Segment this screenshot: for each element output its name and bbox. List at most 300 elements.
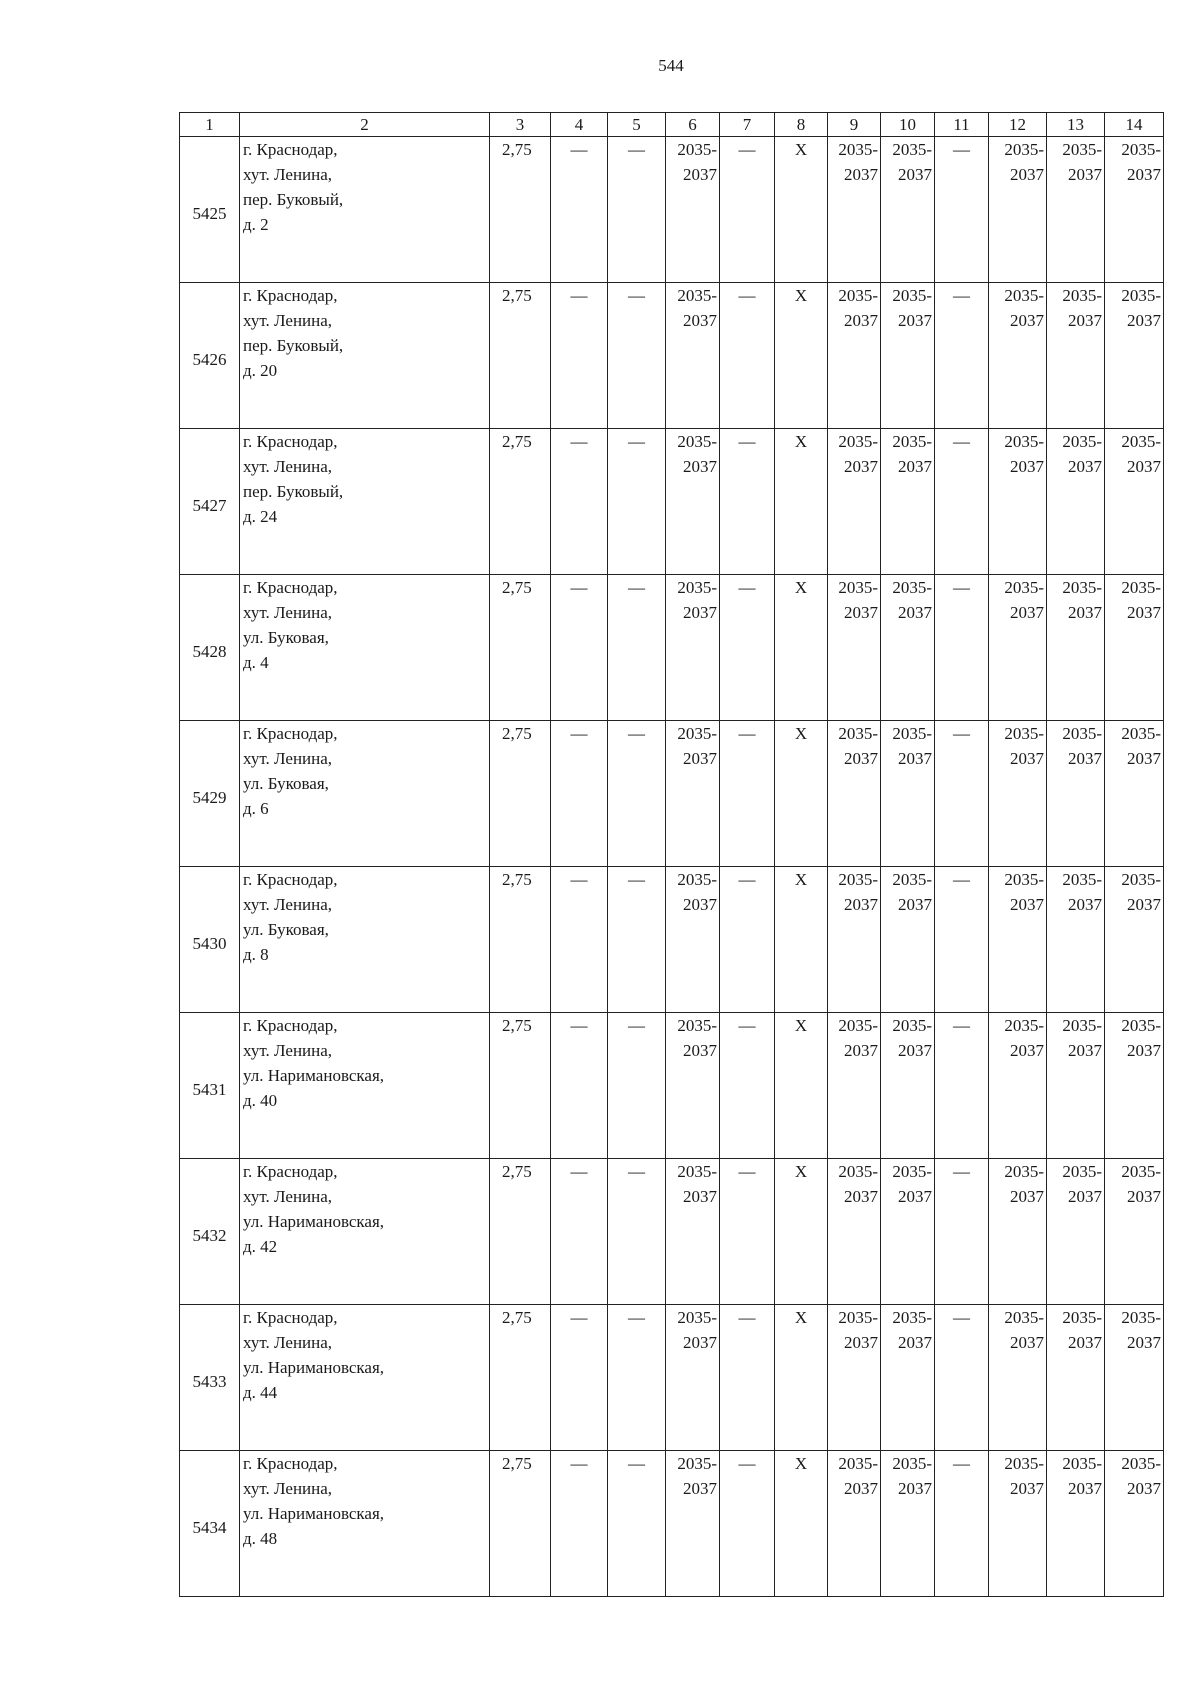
address-line: ул. Буковая, xyxy=(243,628,329,647)
address-line: ул. Наримановская, xyxy=(243,1358,385,1377)
period-start: 2035- xyxy=(892,724,932,743)
row-number: 5432 xyxy=(180,1159,240,1305)
dash-cell: — xyxy=(935,1159,989,1305)
address-line: г. Краснодар, xyxy=(243,1454,338,1473)
period-cell xyxy=(666,575,720,721)
period-cell xyxy=(1047,867,1105,1013)
dash-cell: — xyxy=(935,137,989,283)
period-cell xyxy=(828,283,881,429)
period-start: 2035- xyxy=(892,1162,932,1181)
address-line: хут. Ленина, xyxy=(243,1187,333,1206)
address-line: хут. Ленина, xyxy=(243,749,333,768)
period-start: 2035- xyxy=(677,286,717,305)
period-cell xyxy=(989,575,1047,721)
dash-cell: — xyxy=(608,137,666,283)
period-end: 2037 xyxy=(844,165,878,184)
address-line: г. Краснодар, xyxy=(243,1308,338,1327)
period-start: 2035- xyxy=(892,286,932,305)
address-line: хут. Ленина, xyxy=(243,1333,333,1352)
dash-cell: — xyxy=(551,137,608,283)
dash-cell: — xyxy=(720,575,775,721)
period-end: 2037 xyxy=(898,895,932,914)
period-end: 2037 xyxy=(1010,749,1044,768)
value-cell: 2,75 xyxy=(490,1305,551,1451)
address-cell xyxy=(240,283,490,429)
address-line: хут. Ленина, xyxy=(243,457,333,476)
dash-cell: — xyxy=(608,1013,666,1159)
period-cell xyxy=(666,1159,720,1305)
address-line: ул. Наримановская, xyxy=(243,1212,385,1231)
period-start: 2035- xyxy=(892,140,932,159)
period-end: 2037 xyxy=(898,457,932,476)
period-cell xyxy=(828,1013,881,1159)
address-line: хут. Ленина, xyxy=(243,603,333,622)
period-cell xyxy=(989,429,1047,575)
period-cell xyxy=(989,1451,1047,1597)
period-cell xyxy=(1105,575,1164,721)
value-cell: 2,75 xyxy=(490,429,551,575)
address-line: хут. Ленина, xyxy=(243,165,333,184)
period-cell xyxy=(1105,1013,1164,1159)
period-end: 2037 xyxy=(844,457,878,476)
period-end: 2037 xyxy=(1068,749,1102,768)
address-line: г. Краснодар, xyxy=(243,870,338,889)
dash-cell: — xyxy=(720,721,775,867)
period-start: 2035- xyxy=(838,870,878,889)
period-end: 2037 xyxy=(898,603,932,622)
dash-cell: — xyxy=(551,1159,608,1305)
dash-cell: — xyxy=(935,283,989,429)
value-cell: 2,75 xyxy=(490,867,551,1013)
column-header-4: 4 xyxy=(551,113,608,137)
address-cell xyxy=(240,721,490,867)
period-start: 2035- xyxy=(892,578,932,597)
value-cell: 2,75 xyxy=(490,1013,551,1159)
period-end: 2037 xyxy=(683,165,717,184)
period-start: 2035- xyxy=(1004,140,1044,159)
column-header-3: 3 xyxy=(490,113,551,137)
period-start: 2035- xyxy=(1062,432,1102,451)
period-start: 2035- xyxy=(677,1454,717,1473)
period-end: 2037 xyxy=(844,1479,878,1498)
period-start: 2035- xyxy=(677,432,717,451)
period-start: 2035- xyxy=(1121,432,1161,451)
table-row xyxy=(180,721,1164,867)
period-start: 2035- xyxy=(892,1308,932,1327)
row-number: 5433 xyxy=(180,1305,240,1451)
dash-cell: — xyxy=(551,1305,608,1451)
address-line: пер. Буковый, xyxy=(243,336,344,355)
address-line: г. Краснодар, xyxy=(243,140,338,159)
period-end: 2037 xyxy=(898,165,932,184)
table-row xyxy=(180,1013,1164,1159)
period-end: 2037 xyxy=(1127,1479,1161,1498)
dash-cell: — xyxy=(608,1305,666,1451)
period-end: 2037 xyxy=(898,1041,932,1060)
period-end: 2037 xyxy=(898,749,932,768)
dash-cell: — xyxy=(935,429,989,575)
period-cell xyxy=(1047,137,1105,283)
period-cell xyxy=(828,721,881,867)
dash-cell: — xyxy=(720,867,775,1013)
address-line: д. 20 xyxy=(243,361,278,380)
period-start: 2035- xyxy=(1004,1016,1044,1035)
period-cell xyxy=(1047,1159,1105,1305)
table-row xyxy=(180,1451,1164,1597)
period-cell xyxy=(828,575,881,721)
column-header-8: 8 xyxy=(775,113,828,137)
period-end: 2037 xyxy=(683,1479,717,1498)
period-start: 2035- xyxy=(1004,1162,1044,1181)
address-line: д. 6 xyxy=(243,799,269,818)
period-start: 2035- xyxy=(1004,432,1044,451)
period-cell xyxy=(1105,283,1164,429)
period-cell xyxy=(666,137,720,283)
column-header-6: 6 xyxy=(666,113,720,137)
period-cell xyxy=(989,137,1047,283)
period-cell xyxy=(989,1013,1047,1159)
address-line: д. 4 xyxy=(243,653,269,672)
value-cell: 2,75 xyxy=(490,721,551,867)
period-start: 2035- xyxy=(1062,724,1102,743)
period-cell xyxy=(1105,1305,1164,1451)
period-end: 2037 xyxy=(1068,165,1102,184)
dash-cell: — xyxy=(720,1013,775,1159)
period-start: 2035- xyxy=(892,1454,932,1473)
period-start: 2035- xyxy=(1004,870,1044,889)
page-number: 544 xyxy=(658,56,684,75)
period-start: 2035- xyxy=(1004,724,1044,743)
period-end: 2037 xyxy=(1127,457,1161,476)
period-end: 2037 xyxy=(1068,1041,1102,1060)
address-line: г. Краснодар, xyxy=(243,286,338,305)
period-end: 2037 xyxy=(1068,1479,1102,1498)
dash-cell: — xyxy=(720,1305,775,1451)
period-end: 2037 xyxy=(683,311,717,330)
address-line: г. Краснодар, xyxy=(243,578,338,597)
period-end: 2037 xyxy=(1068,895,1102,914)
period-cell xyxy=(666,867,720,1013)
table-row xyxy=(180,867,1164,1013)
period-end: 2037 xyxy=(844,749,878,768)
period-cell xyxy=(989,867,1047,1013)
period-cell xyxy=(1047,1451,1105,1597)
period-end: 2037 xyxy=(1127,165,1161,184)
column-header-10: 10 xyxy=(881,113,935,137)
period-cell xyxy=(881,429,935,575)
x-mark-cell: Х xyxy=(775,575,828,721)
period-cell xyxy=(881,867,935,1013)
address-line: г. Краснодар, xyxy=(243,432,338,451)
dash-cell: — xyxy=(935,1013,989,1159)
period-end: 2037 xyxy=(844,1187,878,1206)
dash-cell: — xyxy=(935,1305,989,1451)
column-header-11: 11 xyxy=(935,113,989,137)
table-row xyxy=(180,575,1164,721)
address-line: д. 44 xyxy=(243,1383,278,1402)
period-end: 2037 xyxy=(844,603,878,622)
dash-cell: — xyxy=(608,1451,666,1597)
period-start: 2035- xyxy=(1121,1016,1161,1035)
period-start: 2035- xyxy=(1121,140,1161,159)
address-line: ул. Буковая, xyxy=(243,774,329,793)
column-header-1: 1 xyxy=(180,113,240,137)
column-header-9: 9 xyxy=(828,113,881,137)
period-cell xyxy=(1047,429,1105,575)
period-start: 2035- xyxy=(892,1016,932,1035)
period-start: 2035- xyxy=(1062,1162,1102,1181)
period-cell xyxy=(666,1013,720,1159)
table-row xyxy=(180,1159,1164,1305)
dash-cell: — xyxy=(935,867,989,1013)
period-start: 2035- xyxy=(677,724,717,743)
table-row xyxy=(180,137,1164,283)
period-end: 2037 xyxy=(1010,311,1044,330)
address-line: ул. Наримановская, xyxy=(243,1504,385,1523)
value-cell: 2,75 xyxy=(490,1451,551,1597)
column-header-2: 2 xyxy=(240,113,490,137)
row-number: 5428 xyxy=(180,575,240,721)
period-end: 2037 xyxy=(1010,1041,1044,1060)
period-cell xyxy=(828,1451,881,1597)
row-number: 5434 xyxy=(180,1451,240,1597)
address-cell xyxy=(240,575,490,721)
period-cell xyxy=(989,283,1047,429)
period-start: 2035- xyxy=(838,1016,878,1035)
period-start: 2035- xyxy=(1121,1308,1161,1327)
period-end: 2037 xyxy=(898,1479,932,1498)
period-start: 2035- xyxy=(838,140,878,159)
period-end: 2037 xyxy=(1127,1333,1161,1352)
dash-cell: — xyxy=(551,1013,608,1159)
period-cell xyxy=(881,1013,935,1159)
table-row xyxy=(180,283,1164,429)
dash-cell: — xyxy=(935,575,989,721)
dash-cell: — xyxy=(720,1451,775,1597)
x-mark-cell: Х xyxy=(775,429,828,575)
address-cell xyxy=(240,1159,490,1305)
period-start: 2035- xyxy=(838,286,878,305)
period-start: 2035- xyxy=(677,140,717,159)
period-start: 2035- xyxy=(1062,286,1102,305)
address-line: ул. Буковая, xyxy=(243,920,329,939)
period-cell xyxy=(1105,429,1164,575)
period-start: 2035- xyxy=(1121,870,1161,889)
period-cell xyxy=(666,283,720,429)
period-cell xyxy=(666,1305,720,1451)
dash-cell: — xyxy=(935,721,989,867)
period-end: 2037 xyxy=(844,311,878,330)
period-start: 2035- xyxy=(677,1162,717,1181)
period-end: 2037 xyxy=(1068,1333,1102,1352)
row-number: 5427 xyxy=(180,429,240,575)
period-start: 2035- xyxy=(1121,286,1161,305)
x-mark-cell: Х xyxy=(775,1451,828,1597)
row-number: 5430 xyxy=(180,867,240,1013)
registry-table xyxy=(179,112,1164,1597)
period-cell xyxy=(881,283,935,429)
x-mark-cell: Х xyxy=(775,1159,828,1305)
value-cell: 2,75 xyxy=(490,137,551,283)
period-end: 2037 xyxy=(1010,457,1044,476)
period-cell xyxy=(1047,283,1105,429)
period-start: 2035- xyxy=(1062,1308,1102,1327)
address-line: д. 42 xyxy=(243,1237,278,1256)
address-line: г. Краснодар, xyxy=(243,724,338,743)
dash-cell: — xyxy=(608,867,666,1013)
period-end: 2037 xyxy=(1127,895,1161,914)
period-start: 2035- xyxy=(892,432,932,451)
address-line: д. 24 xyxy=(243,507,278,526)
period-start: 2035- xyxy=(1004,1308,1044,1327)
period-end: 2037 xyxy=(683,1041,717,1060)
table-row xyxy=(180,1305,1164,1451)
period-start: 2035- xyxy=(1062,578,1102,597)
table-body xyxy=(180,137,1164,1597)
period-cell xyxy=(881,721,935,867)
x-mark-cell: Х xyxy=(775,283,828,429)
address-cell xyxy=(240,429,490,575)
row-number: 5429 xyxy=(180,721,240,867)
dash-cell: — xyxy=(935,1451,989,1597)
period-end: 2037 xyxy=(1010,1479,1044,1498)
address-line: хут. Ленина, xyxy=(243,1479,333,1498)
period-start: 2035- xyxy=(838,1454,878,1473)
column-header-5: 5 xyxy=(608,113,666,137)
address-line: пер. Буковый, xyxy=(243,190,344,209)
period-end: 2037 xyxy=(1010,1187,1044,1206)
x-mark-cell: Х xyxy=(775,867,828,1013)
period-start: 2035- xyxy=(1121,1162,1161,1181)
period-end: 2037 xyxy=(683,895,717,914)
period-cell xyxy=(1047,1305,1105,1451)
period-end: 2037 xyxy=(1010,165,1044,184)
period-cell xyxy=(1105,137,1164,283)
address-line: д. 40 xyxy=(243,1091,278,1110)
period-end: 2037 xyxy=(1068,457,1102,476)
period-start: 2035- xyxy=(838,578,878,597)
dash-cell: — xyxy=(551,429,608,575)
value-cell: 2,75 xyxy=(490,283,551,429)
period-end: 2037 xyxy=(1068,603,1102,622)
period-cell xyxy=(881,1305,935,1451)
dash-cell: — xyxy=(551,1451,608,1597)
period-start: 2035- xyxy=(677,870,717,889)
period-end: 2037 xyxy=(1010,1333,1044,1352)
period-end: 2037 xyxy=(683,749,717,768)
period-end: 2037 xyxy=(1068,311,1102,330)
period-start: 2035- xyxy=(1121,1454,1161,1473)
column-header-7: 7 xyxy=(720,113,775,137)
table-row xyxy=(180,429,1164,575)
period-start: 2035- xyxy=(1062,870,1102,889)
period-start: 2035- xyxy=(1062,1454,1102,1473)
period-cell xyxy=(828,1305,881,1451)
period-cell xyxy=(881,1159,935,1305)
period-start: 2035- xyxy=(1062,1016,1102,1035)
dash-cell: — xyxy=(608,575,666,721)
dash-cell: — xyxy=(551,575,608,721)
period-end: 2037 xyxy=(898,311,932,330)
period-cell xyxy=(1105,1159,1164,1305)
period-start: 2035- xyxy=(1121,578,1161,597)
value-cell: 2,75 xyxy=(490,1159,551,1305)
period-cell xyxy=(881,575,935,721)
address-cell xyxy=(240,1013,490,1159)
period-cell xyxy=(1047,1013,1105,1159)
period-end: 2037 xyxy=(1127,603,1161,622)
period-start: 2035- xyxy=(892,870,932,889)
address-line: хут. Ленина, xyxy=(243,895,333,914)
period-start: 2035- xyxy=(1004,286,1044,305)
period-end: 2037 xyxy=(1010,895,1044,914)
value-cell: 2,75 xyxy=(490,575,551,721)
header-row xyxy=(180,113,1164,137)
period-cell xyxy=(828,429,881,575)
x-mark-cell: Х xyxy=(775,721,828,867)
period-end: 2037 xyxy=(898,1333,932,1352)
period-end: 2037 xyxy=(683,603,717,622)
period-end: 2037 xyxy=(1068,1187,1102,1206)
period-cell xyxy=(666,721,720,867)
period-start: 2035- xyxy=(838,432,878,451)
dash-cell: — xyxy=(551,283,608,429)
period-cell xyxy=(1105,721,1164,867)
period-end: 2037 xyxy=(683,1187,717,1206)
address-line: д. 2 xyxy=(243,215,269,234)
period-cell xyxy=(828,867,881,1013)
period-end: 2037 xyxy=(683,1333,717,1352)
dash-cell: — xyxy=(551,721,608,867)
period-start: 2035- xyxy=(1121,724,1161,743)
period-end: 2037 xyxy=(898,1187,932,1206)
address-line: д. 8 xyxy=(243,945,269,964)
period-end: 2037 xyxy=(1127,1187,1161,1206)
row-number: 5425 xyxy=(180,137,240,283)
period-cell xyxy=(881,137,935,283)
address-line: г. Краснодар, xyxy=(243,1016,338,1035)
period-cell xyxy=(828,137,881,283)
address-cell xyxy=(240,137,490,283)
row-number: 5431 xyxy=(180,1013,240,1159)
period-end: 2037 xyxy=(1127,1041,1161,1060)
address-line: хут. Ленина, xyxy=(243,311,333,330)
period-cell xyxy=(989,721,1047,867)
period-end: 2037 xyxy=(844,1333,878,1352)
period-start: 2035- xyxy=(838,724,878,743)
period-cell xyxy=(881,1451,935,1597)
period-cell xyxy=(666,429,720,575)
row-number: 5426 xyxy=(180,283,240,429)
dash-cell: — xyxy=(720,283,775,429)
period-start: 2035- xyxy=(838,1162,878,1181)
dash-cell: — xyxy=(608,1159,666,1305)
dash-cell: — xyxy=(608,283,666,429)
x-mark-cell: Х xyxy=(775,1305,828,1451)
period-cell xyxy=(1047,575,1105,721)
dash-cell: — xyxy=(720,1159,775,1305)
period-cell xyxy=(1105,1451,1164,1597)
period-start: 2035- xyxy=(1062,140,1102,159)
address-cell xyxy=(240,1305,490,1451)
period-end: 2037 xyxy=(1127,749,1161,768)
address-line: пер. Буковый, xyxy=(243,482,344,501)
period-start: 2035- xyxy=(677,1016,717,1035)
address-line: г. Краснодар, xyxy=(243,1162,338,1181)
period-cell xyxy=(1105,867,1164,1013)
period-cell xyxy=(828,1159,881,1305)
period-end: 2037 xyxy=(844,1041,878,1060)
